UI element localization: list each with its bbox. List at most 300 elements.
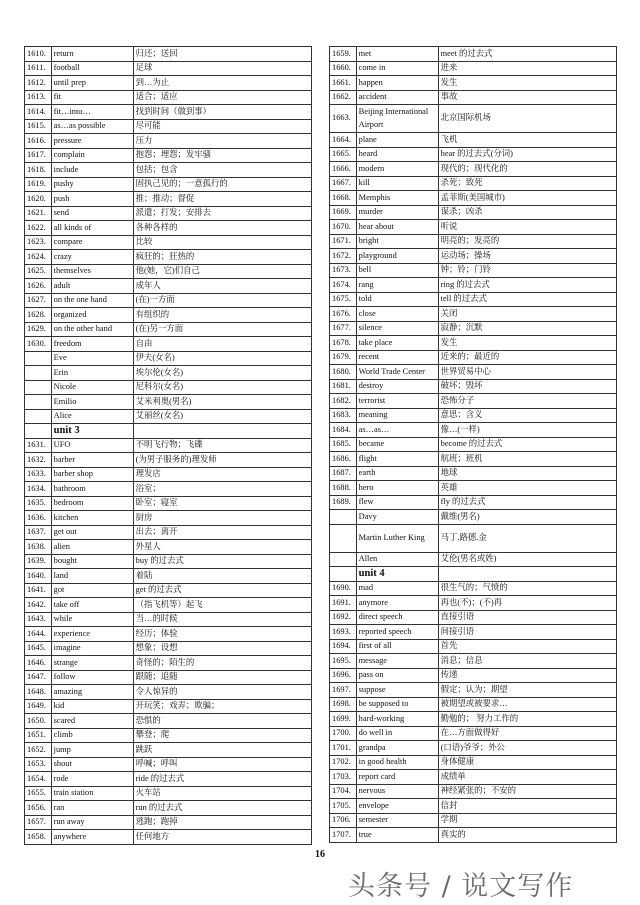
entry-meaning: (口语)爷爷；外公: [438, 741, 616, 756]
entry-word: plane: [356, 133, 438, 148]
entry-number: 1687.: [330, 466, 357, 481]
entry-meaning: 卧室；寝室: [133, 496, 311, 511]
vocab-row: [25, 627, 312, 642]
entry-word: ran: [51, 801, 133, 816]
entry-word: Beijing International Airport: [356, 105, 438, 133]
entry-number: 1639.: [25, 554, 52, 569]
entry-number: 1631.: [25, 438, 52, 453]
entry-number: [25, 409, 52, 424]
vocab-row: [25, 496, 312, 511]
entry-number: 1648.: [25, 685, 52, 700]
entry-word: grandpa: [356, 741, 438, 756]
vocab-row: [330, 365, 617, 380]
entry-word: Emilio: [51, 395, 133, 410]
entry-meaning: 传递: [438, 668, 616, 683]
entry-word: Allen: [356, 552, 438, 567]
entry-number: 1698.: [330, 697, 357, 712]
entry-word: experience: [51, 627, 133, 642]
entry-word: mad: [356, 581, 438, 596]
entry-meaning: 不明飞行物；飞碟: [133, 438, 311, 453]
entry-meaning: 明亮的；发亮的: [438, 234, 616, 249]
entry-number: 1694.: [330, 639, 357, 654]
entry-word: message: [356, 654, 438, 669]
vocab-row: [25, 554, 312, 569]
entry-number: 1610.: [25, 47, 52, 62]
entry-number: 1621.: [25, 206, 52, 221]
vocab-row: [25, 728, 312, 743]
entry-number: 1683.: [330, 408, 357, 423]
vocab-row: [330, 799, 617, 814]
vocab-row: [330, 394, 617, 409]
entry-number: 1663.: [330, 105, 357, 133]
entry-word: as…as…: [356, 423, 438, 438]
entry-word: kid: [51, 699, 133, 714]
page-number: 16: [315, 849, 325, 860]
entry-number: 1681.: [330, 379, 357, 394]
vocab-row: [330, 408, 617, 423]
entry-meaning: 着陆: [133, 569, 311, 584]
vocab-row: [25, 163, 312, 178]
entry-meaning: 理发店: [133, 467, 311, 482]
vocab-row: [25, 612, 312, 627]
entry-number: 1692.: [330, 610, 357, 625]
entry-number: 1634.: [25, 482, 52, 497]
entry-number: 1644.: [25, 627, 52, 642]
entry-word: happen: [356, 76, 438, 91]
vocab-row: [330, 292, 617, 307]
entry-number: 1678.: [330, 336, 357, 351]
vocab-row: [25, 801, 312, 816]
entry-word: hard-working: [356, 712, 438, 727]
entry-word: World Trade Center: [356, 365, 438, 380]
entry-word: Alice: [51, 409, 133, 424]
entry-word: true: [356, 828, 438, 843]
vocab-row: [25, 366, 312, 381]
entry-meaning: 杀死；致死: [438, 176, 616, 191]
vocab-row: [330, 90, 617, 105]
entry-number: 1689.: [330, 495, 357, 510]
entry-meaning: 运动场；操场: [438, 249, 616, 264]
vocab-row: [330, 481, 617, 496]
entry-number: 1616.: [25, 134, 52, 149]
entry-meaning: 飞机: [438, 133, 616, 148]
entry-meaning: buy 的过去式: [133, 554, 311, 569]
entry-meaning: 成年人: [133, 279, 311, 294]
entry-word: football: [51, 61, 133, 76]
entry-meaning: 假定；认为；期望: [438, 683, 616, 698]
entry-meaning: 恐怖分子: [438, 394, 616, 409]
vocab-row: [25, 177, 312, 192]
entry-word: heard: [356, 147, 438, 162]
entry-meaning: 神经紧张的；不安的: [438, 784, 616, 799]
entry-meaning: 被期望或被要求…: [438, 697, 616, 712]
vocab-row: [330, 191, 617, 206]
entry-word: anymore: [356, 596, 438, 611]
entry-word: Martin Luther King: [356, 524, 438, 552]
vocab-row: [330, 610, 617, 625]
vocab-row: [25, 148, 312, 163]
entry-word: Davy: [356, 510, 438, 525]
entry-number: 1635.: [25, 496, 52, 511]
entry-number: 1699.: [330, 712, 357, 727]
entry-number: 1688.: [330, 481, 357, 496]
entry-word: on the one hand: [51, 293, 133, 308]
entry-meaning: 意思；含义: [438, 408, 616, 423]
entry-meaning: meet 的过去式: [438, 47, 616, 62]
entry-meaning: 学期: [438, 813, 616, 828]
vocab-row: [330, 278, 617, 293]
entry-number: 1665.: [330, 147, 357, 162]
entry-meaning: 自由: [133, 337, 311, 352]
entry-meaning: 足球: [133, 61, 311, 76]
entry-number: 1707.: [330, 828, 357, 843]
entry-number: 1673.: [330, 263, 357, 278]
entry-meaning: 发生: [438, 76, 616, 91]
entry-meaning: 钟；铃；门铃: [438, 263, 616, 278]
entry-meaning: 归还；送回: [133, 47, 311, 62]
entry-number: 1697.: [330, 683, 357, 698]
entry-word: bought: [51, 554, 133, 569]
vocab-row: [25, 511, 312, 526]
entry-word: come in: [356, 61, 438, 76]
vocab-row: [25, 438, 312, 453]
entry-number: [330, 567, 357, 582]
entry-word: jump: [51, 743, 133, 758]
entry-word: follow: [51, 670, 133, 685]
entry-word: rang: [356, 278, 438, 293]
entry-meaning: 呼喊；呼叫: [133, 757, 311, 772]
entry-meaning: 北京国际机场: [438, 105, 616, 133]
vocab-row: [330, 712, 617, 727]
entry-meaning: 出去；离开: [133, 525, 311, 540]
entry-word: crazy: [51, 250, 133, 265]
vocab-row: [330, 234, 617, 249]
entry-number: 1622.: [25, 221, 52, 236]
vocab-row: [25, 192, 312, 207]
vocab-row: [25, 598, 312, 613]
entry-number: 1651.: [25, 728, 52, 743]
entry-word: alien: [51, 540, 133, 555]
entry-number: [330, 524, 357, 552]
entry-number: 1655.: [25, 786, 52, 801]
entry-meaning: 开玩笑；戏弄；欺骗；: [133, 699, 311, 714]
entry-number: 1700.: [330, 726, 357, 741]
entry-word: suppose: [356, 683, 438, 698]
entry-word: climb: [51, 728, 133, 743]
vocab-row: [25, 293, 312, 308]
entry-meaning: 首先: [438, 639, 616, 654]
vocab-row: [25, 90, 312, 105]
vocab-row: [25, 757, 312, 772]
entry-number: 1674.: [330, 278, 357, 293]
vocab-row: [25, 221, 312, 236]
entry-number: 1618.: [25, 163, 52, 178]
entry-meaning: 攀登；爬: [133, 728, 311, 743]
entry-word: as…as possible: [51, 119, 133, 134]
vocab-row: [330, 423, 617, 438]
entry-meaning: 进来: [438, 61, 616, 76]
entry-number: 1668.: [330, 191, 357, 206]
entry-word: bathroom: [51, 482, 133, 497]
vocab-row: [330, 552, 617, 567]
entry-meaning: 外星人: [133, 540, 311, 555]
entry-number: 1686.: [330, 452, 357, 467]
vocab-row: [25, 395, 312, 410]
entry-number: 1680.: [330, 365, 357, 380]
entry-number: 1633.: [25, 467, 52, 482]
vocab-row: [25, 119, 312, 134]
entry-meaning: 令人惊异的: [133, 685, 311, 700]
entry-meaning: 成绩单: [438, 770, 616, 785]
vocab-row: [25, 670, 312, 685]
vocab-row: [330, 581, 617, 596]
entry-meaning: 事故: [438, 90, 616, 105]
entry-number: 1650.: [25, 714, 52, 729]
entry-number: 1620.: [25, 192, 52, 207]
entry-meaning: 包括；包含: [133, 163, 311, 178]
entry-word: pushy: [51, 177, 133, 192]
entry-word: first of all: [356, 639, 438, 654]
vocab-row: [25, 235, 312, 250]
entry-number: 1643.: [25, 612, 52, 627]
entry-word: train station: [51, 786, 133, 801]
entry-number: 1637.: [25, 525, 52, 540]
entry-word: pass on: [356, 668, 438, 683]
vocab-row: [330, 220, 617, 235]
vocab-row: [25, 76, 312, 91]
entry-number: 1647.: [25, 670, 52, 685]
vocab-row: [25, 337, 312, 352]
entry-number: 1625.: [25, 264, 52, 279]
entry-meaning: 孟菲斯(美国城市): [438, 191, 616, 206]
entry-meaning: 听说: [438, 220, 616, 235]
vocab-row: [330, 668, 617, 683]
vocab-row: [25, 714, 312, 729]
entry-number: 1667.: [330, 176, 357, 191]
entry-meaning: 火车站: [133, 786, 311, 801]
entry-number: 1619.: [25, 177, 52, 192]
entry-word: run away: [51, 815, 133, 830]
entry-word: compare: [51, 235, 133, 250]
vocab-row: [330, 47, 617, 62]
entry-word: on the other hand: [51, 322, 133, 337]
entry-number: 1653.: [25, 757, 52, 772]
entry-meaning: 有组织的: [133, 308, 311, 323]
entry-word: adult: [51, 279, 133, 294]
vocab-table-right: [329, 46, 617, 843]
vocab-row: [330, 654, 617, 669]
vocab-row: [330, 437, 617, 452]
entry-number: 1654.: [25, 772, 52, 787]
entry-word: get out: [51, 525, 133, 540]
entry-meaning: 适合；适应: [133, 90, 311, 105]
vocab-row: [25, 815, 312, 830]
entry-meaning: 经历；体验: [133, 627, 311, 642]
entry-meaning: get 的过去式: [133, 583, 311, 598]
entry-meaning: 奇怪的；陌生的: [133, 656, 311, 671]
entry-word: land: [51, 569, 133, 584]
watermark: 头条号 / 说文写作: [348, 871, 574, 902]
entry-word: hear about: [356, 220, 438, 235]
entry-number: 1691.: [330, 596, 357, 611]
entry-word: do well in: [356, 726, 438, 741]
vocab-row: [25, 569, 312, 584]
entry-word: barber shop: [51, 467, 133, 482]
vocab-row: [25, 409, 312, 424]
entry-number: 1611.: [25, 61, 52, 76]
unit-heading-row: [330, 567, 617, 582]
entry-number: 1677.: [330, 321, 357, 336]
entry-meaning: 各种各样的: [133, 221, 311, 236]
entry-meaning: 谋杀；凶杀: [438, 205, 616, 220]
entry-word: became: [356, 437, 438, 452]
entry-number: 1623.: [25, 235, 52, 250]
entry-word: earth: [356, 466, 438, 481]
entry-meaning: 压力: [133, 134, 311, 149]
vocab-table-left-body: [25, 47, 312, 845]
entry-word: fit…into…: [51, 105, 133, 120]
vocab-row: [25, 322, 312, 337]
entry-meaning: 艾丽丝(女名): [133, 409, 311, 424]
unit-heading: unit 3: [51, 424, 133, 439]
vocab-row: [330, 510, 617, 525]
entry-number: 1617.: [25, 148, 52, 163]
entry-meaning: 逃跑；跑掉: [133, 815, 311, 830]
vocab-row: [25, 105, 312, 120]
entry-word: themselves: [51, 264, 133, 279]
entry-meaning: 直接引语: [438, 610, 616, 625]
vocab-row: [25, 453, 312, 468]
vocab-row: [330, 495, 617, 510]
vocab-row: [25, 279, 312, 294]
entry-word: close: [356, 307, 438, 322]
entry-meaning: 抱怨；埋怨；发牢骚: [133, 148, 311, 163]
entry-number: 1703.: [330, 770, 357, 785]
vocab-row: [330, 639, 617, 654]
entry-number: 1701.: [330, 741, 357, 756]
entry-meaning: 航班；班机: [438, 452, 616, 467]
entry-word: rode: [51, 772, 133, 787]
entry-meaning: 任何地方: [133, 830, 311, 845]
vocab-row: [330, 336, 617, 351]
entry-number: 1629.: [25, 322, 52, 337]
vocab-row: [330, 741, 617, 756]
entry-meaning: ring 的过去式: [438, 278, 616, 293]
entry-meaning: 厨房: [133, 511, 311, 526]
vocab-row: [330, 828, 617, 843]
entry-meaning: 跟随；追随: [133, 670, 311, 685]
entry-number: 1642.: [25, 598, 52, 613]
vocab-row: [25, 699, 312, 714]
entry-number: 1705.: [330, 799, 357, 814]
vocab-row: [330, 307, 617, 322]
entry-meaning: 现代的；现代化的: [438, 162, 616, 177]
vocab-row: [330, 697, 617, 712]
vocab-row: [330, 350, 617, 365]
entry-word: be supposed to: [356, 697, 438, 712]
entry-meaning: 身体健康: [438, 755, 616, 770]
vocab-row: [330, 176, 617, 191]
entry-number: 1672.: [330, 249, 357, 264]
entry-number: 1685.: [330, 437, 357, 452]
entry-meaning: 埃尔伦(女名): [133, 366, 311, 381]
entry-word: direct speech: [356, 610, 438, 625]
entry-word: take off: [51, 598, 133, 613]
entry-word: met: [356, 47, 438, 62]
entry-word: amazing: [51, 685, 133, 700]
entry-number: 1666.: [330, 162, 357, 177]
entry-meaning: 戴维(男名): [438, 510, 616, 525]
vocab-row: [330, 683, 617, 698]
entry-word: bedroom: [51, 496, 133, 511]
vocab-row: [330, 263, 617, 278]
unit-heading: unit 4: [356, 567, 438, 582]
entry-meaning: 破坏；毁坏: [438, 379, 616, 394]
vocab-row: [330, 784, 617, 799]
entry-number: 1640.: [25, 569, 52, 584]
entry-meaning: 像…(一样): [438, 423, 616, 438]
entry-number: 1615.: [25, 119, 52, 134]
entry-meaning: 到…为止: [133, 76, 311, 91]
entry-number: [330, 510, 357, 525]
entry-word: UFO: [51, 438, 133, 453]
entry-number: 1679.: [330, 350, 357, 365]
entry-meaning: 勤勉的； 努力工作的: [438, 712, 616, 727]
vocab-row: [25, 583, 312, 598]
entry-word: hero: [356, 481, 438, 496]
entry-meaning: 世界贸易中心: [438, 365, 616, 380]
entry-number: 1659.: [330, 47, 357, 62]
entry-word: include: [51, 163, 133, 178]
entry-word: accident: [356, 90, 438, 105]
entry-meaning: 疯狂的；狂热的: [133, 250, 311, 265]
vocab-row: [25, 685, 312, 700]
entry-word: organized: [51, 308, 133, 323]
entry-word: Eve: [51, 351, 133, 366]
entry-meaning: 寂静；沉默: [438, 321, 616, 336]
vocab-row: [330, 524, 617, 552]
vocab-row: [25, 467, 312, 482]
entry-meaning: 固执己见的；一意孤行的: [133, 177, 311, 192]
entry-meaning: 发生: [438, 336, 616, 351]
entry-word: imagine: [51, 641, 133, 656]
entry-meaning: 找到时间（做到事）: [133, 105, 311, 120]
vocab-row: [25, 47, 312, 62]
entry-meaning: [133, 424, 311, 439]
entry-number: 1664.: [330, 133, 357, 148]
entry-number: 1641.: [25, 583, 52, 598]
entry-number: 1661.: [330, 76, 357, 91]
entry-word: while: [51, 612, 133, 627]
entry-meaning: （指飞机等）起飞: [133, 598, 311, 613]
entry-word: murder: [356, 205, 438, 220]
entry-word: scared: [51, 714, 133, 729]
entry-number: 1669.: [330, 205, 357, 220]
entry-number: 1706.: [330, 813, 357, 828]
vocab-row: [330, 205, 617, 220]
entry-meaning: 英雄: [438, 481, 616, 496]
entry-meaning: (在)一方面: [133, 293, 311, 308]
entry-word: in good health: [356, 755, 438, 770]
entry-word: push: [51, 192, 133, 207]
entry-meaning: 近来的；最近的: [438, 350, 616, 365]
entry-meaning: 跳跃: [133, 743, 311, 758]
entry-number: 1612.: [25, 76, 52, 91]
vocab-row: [330, 162, 617, 177]
vocab-row: [25, 786, 312, 801]
entry-meaning: 信封: [438, 799, 616, 814]
vocab-row: [330, 770, 617, 785]
